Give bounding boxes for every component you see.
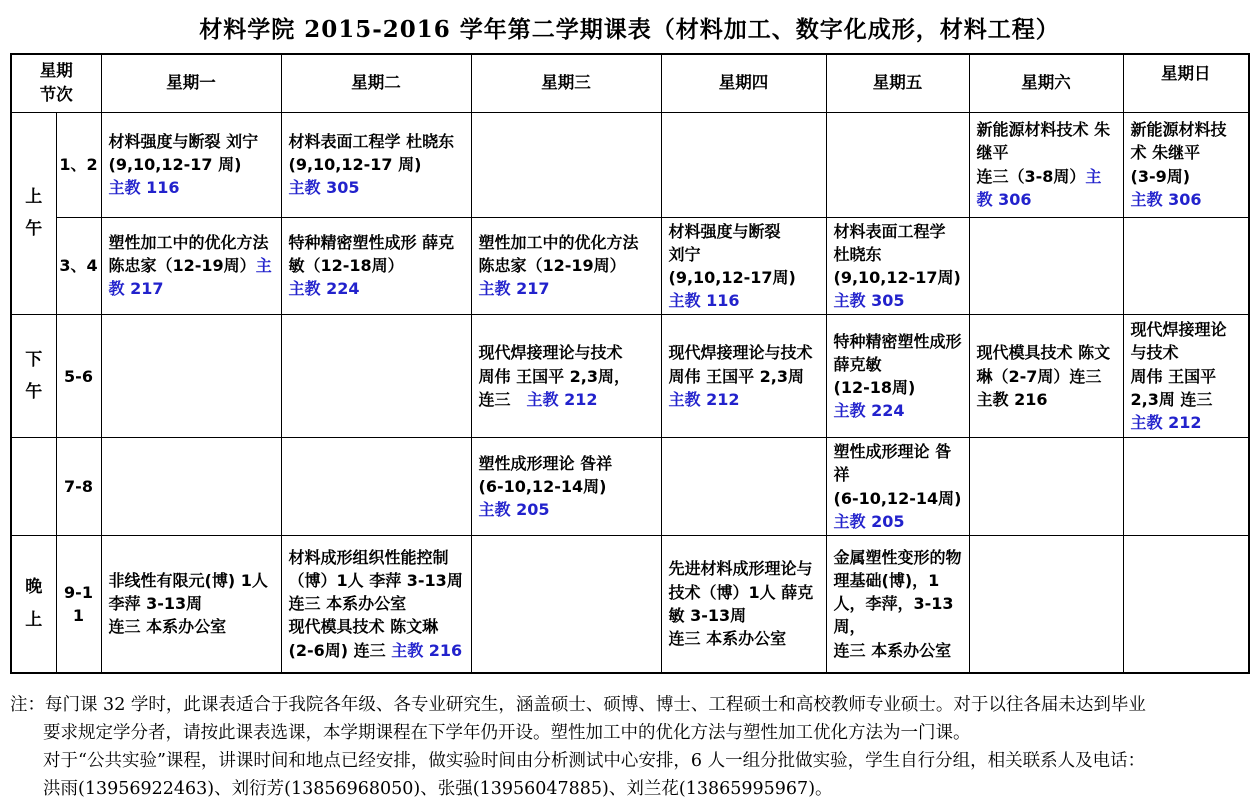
course-entry: [834, 399, 962, 422]
course-entry: [289, 615, 464, 638]
course-entry: [1131, 388, 1242, 411]
course-text: 2,3周 连三: [1130, 389, 1213, 409]
course-text: 周伟 王国平: [1130, 366, 1217, 386]
course-text: 金属塑性变形的物理基础(博)，1人，李萍，3-13周，: [833, 547, 962, 637]
table-row: [11, 112, 1249, 217]
cell-thursday-row2: [661, 217, 826, 315]
note-line-1: 注：每门课 32 学时，此课表适合于我院各年级、各专业研究生，涵盖硕士、硕博、博士、工程硕士和高校教师专业硕士。对于以往各届未达到毕业: [10, 694, 1146, 715]
cell-wednesday-row3: [471, 315, 661, 438]
cell-sunday-row5: [1123, 536, 1249, 673]
course-entry: [669, 289, 819, 312]
table-row: [11, 315, 1249, 438]
course-entry: [834, 440, 962, 486]
note-line-2: 要求规定学分者，请按此课表选课，本学期课程在下学年仍开设。塑性加工中的优化方法与塑性加工优化方法为一门课。: [43, 722, 971, 743]
cell-friday-row2: [826, 217, 969, 315]
cell-monday-row3: [101, 315, 281, 438]
course-text: 连三（3-8周）: [976, 166, 1086, 186]
course-text: 现代模具技术 陈文琳: [288, 617, 439, 637]
period-cell-1: 1、2: [56, 112, 101, 217]
cell-wednesday-row5: [471, 536, 661, 673]
course-text: (9,10,12-17周): [833, 267, 961, 287]
course-entry: [479, 277, 654, 300]
course-text: (6-10,12-14周): [833, 488, 962, 508]
course-entry: [479, 388, 654, 411]
course-text: 连三: [478, 389, 527, 409]
course-text: 材料表面工程学: [833, 221, 946, 241]
course-entry: [1131, 188, 1242, 211]
day-header-tuesday: 星期二: [281, 54, 471, 112]
day-header-monday: 星期一: [101, 54, 281, 112]
course-entry: [669, 388, 819, 411]
cell-monday-row2: [101, 217, 281, 315]
course-entry: [669, 557, 819, 627]
room-text: 主教 205: [833, 511, 905, 531]
course-text: (9,10,12-17周): [668, 267, 796, 287]
course-text: (12-18周): [833, 378, 916, 398]
course-entry: [669, 365, 819, 388]
course-entry: [289, 592, 464, 615]
course-entry: [109, 231, 274, 301]
course-entry: [834, 289, 962, 312]
session-label-evening: 晚 上: [11, 536, 56, 673]
course-text: 现代焊接理论与技术: [1130, 320, 1227, 363]
course-entry: [1131, 118, 1242, 164]
course-text: 先进材料成形理论与技术（博）1人 薛克敏 3-13周: [668, 559, 814, 625]
day-header-sunday: 星期日: [1123, 54, 1249, 112]
cell-sunday-row4: [1123, 438, 1249, 536]
course-text: 现代焊接理论与技术: [478, 343, 623, 363]
cell-saturday-row2: [969, 217, 1123, 315]
course-entry: [977, 165, 1116, 211]
course-text: 现代模具技术 陈文琳（2-7周）连三 主教 216: [976, 343, 1111, 409]
course-entry: [1131, 365, 1242, 388]
course-entry: [834, 510, 962, 533]
session-label-morning: 上 午: [11, 112, 56, 315]
cell-saturday-row3: [969, 315, 1123, 438]
room-text: 主教 216: [391, 640, 463, 660]
course-entry: [289, 639, 464, 662]
cell-friday-row4: [826, 438, 969, 536]
course-entry: [669, 243, 819, 266]
course-text: (3-9周): [1130, 166, 1191, 186]
cell-wednesday-row1: [471, 112, 661, 217]
course-entry: [479, 452, 654, 475]
course-entry: [834, 266, 962, 289]
course-entry: [289, 231, 464, 277]
course-text: 非线性有限元(博) 1人 李萍 3-13周: [108, 570, 268, 614]
cell-monday-row1: [101, 112, 281, 217]
day-header-friday: 星期五: [826, 54, 969, 112]
room-text: 主教 305: [833, 291, 905, 311]
course-entry: [479, 254, 654, 277]
page-title: 材料学院 2015-2016 学年第二学期课表（材料加工、数字化成形，材料工程）: [199, 16, 1060, 43]
day-header-wednesday: 星期三: [471, 54, 661, 112]
course-entry: [669, 220, 819, 243]
table-row: [11, 217, 1249, 315]
course-entry: [109, 569, 274, 615]
course-text: 杜晓东: [833, 244, 882, 264]
cell-friday-row1: [826, 112, 969, 217]
course-text: 塑性成形理论 昝祥: [478, 453, 613, 473]
cell-sunday-row3: [1123, 315, 1249, 438]
cell-saturday-row1: [969, 112, 1123, 217]
day-header-thursday: 星期四: [661, 54, 826, 112]
room-text: 主教 212: [668, 389, 740, 409]
course-entry: [109, 130, 274, 176]
course-entry: [289, 176, 464, 199]
course-entry: [289, 130, 464, 153]
cell-wednesday-row4: [471, 438, 661, 536]
cell-tuesday-row4: [281, 438, 471, 536]
period-cell-2: 3、4: [56, 217, 101, 315]
room-text: 主教 212: [1130, 413, 1202, 433]
notes: [10, 691, 1245, 803]
cell-tuesday-row2: [281, 217, 471, 315]
cell-saturday-row5: [969, 536, 1123, 673]
course-entry: [479, 475, 654, 498]
room-text: 主教 305: [288, 178, 360, 198]
course-text: 周伟 王国平 2,3周，: [478, 366, 630, 386]
note-line-3: 对于“公共实验”课程，讲课时间和地点已经安排，做实验时间由分析测试中心安排，6 人一组分批做实验，学生自行分组，相关联系人及电话：: [43, 750, 1146, 771]
course-entry: [669, 266, 819, 289]
course-text: 现代焊接理论与技术: [668, 343, 813, 363]
room-text: 主教 217: [108, 256, 272, 299]
course-entry: [109, 176, 274, 199]
course-entry: [479, 365, 654, 388]
cell-thursday-row1: [661, 112, 826, 217]
session-label-afternoon-late: [11, 438, 56, 536]
cell-sunday-row2: [1123, 217, 1249, 315]
course-entry: [479, 341, 654, 364]
course-text: 连三 本系办公室: [833, 640, 952, 660]
room-text: 主教 116: [108, 178, 180, 198]
cell-wednesday-row2: [471, 217, 661, 315]
cell-friday-row3: [826, 315, 969, 438]
course-text: 塑性加工中的优化方法 陈忠家（12-19周）: [108, 233, 269, 276]
timetable: [10, 53, 1250, 674]
course-entry: [834, 487, 962, 510]
room-text: 主教 306: [1130, 189, 1202, 209]
cell-thursday-row5: [661, 536, 826, 673]
course-text: 塑性加工中的优化方法: [478, 233, 639, 253]
course-text: 连三 本系办公室: [288, 594, 407, 614]
course-text: 周伟 王国平 2,3周: [668, 366, 804, 386]
course-entry: [834, 546, 962, 639]
course-entry: [479, 231, 654, 254]
room-text: 主教 306: [976, 166, 1102, 209]
cell-tuesday-row3: [281, 315, 471, 438]
course-text: 材料表面工程学 杜晓东: [288, 131, 455, 151]
course-text: 陈忠家（12-19周）: [478, 256, 626, 276]
cell-thursday-row4: [661, 438, 826, 536]
course-entry: [289, 546, 464, 592]
corner-header: 星期 节次: [11, 54, 101, 112]
course-entry: [669, 627, 819, 650]
header-row: [11, 54, 1249, 112]
course-entry: [834, 220, 962, 243]
course-entry: [1131, 165, 1242, 188]
room-text: 主教 212: [526, 389, 598, 409]
day-header-saturday: 星期六: [969, 54, 1123, 112]
course-text: 材料强度与断裂: [668, 221, 781, 241]
cell-tuesday-row1: [281, 112, 471, 217]
period-cell-4: 7-8: [56, 438, 101, 536]
room-text: 主教 217: [478, 279, 550, 299]
room-text: 主教 205: [478, 500, 550, 520]
course-text: (6-10,12-14周): [478, 477, 607, 497]
course-text: 材料成形组织性能控制（博）1人 李萍 3-13周: [288, 547, 463, 590]
course-entry: [834, 639, 962, 662]
cell-monday-row4: [101, 438, 281, 536]
cell-saturday-row4: [969, 438, 1123, 536]
course-text: 特种精密塑性成形 薛克敏（12-18周）: [288, 233, 455, 276]
course-text: (9,10,12-17 周): [288, 154, 422, 174]
note-line-4: 洪雨(13956922463)、刘衍芳(13856968050)、张强(13956047885)、刘兰花(13865995967)。: [43, 778, 833, 799]
cell-monday-row5: [101, 536, 281, 673]
course-text: 新能源材料技术 朱继平: [976, 120, 1111, 163]
course-entry: [977, 118, 1116, 164]
course-text: 塑性成形理论 昝祥: [833, 442, 952, 485]
session-label-afternoon: 下 午: [11, 315, 56, 438]
course-entry: [669, 341, 819, 364]
cell-thursday-row3: [661, 315, 826, 438]
course-text: 新能源材料技术 朱继平: [1130, 120, 1227, 163]
course-text: 材料强度与断裂 刘宁(9,10,12-17 周): [108, 131, 259, 174]
course-entry: [289, 153, 464, 176]
course-entry: [834, 243, 962, 266]
course-entry: [834, 376, 962, 399]
table-row: [11, 536, 1249, 673]
course-text: 连三 本系办公室: [668, 628, 787, 648]
period-cell-3: 5-6: [56, 315, 101, 438]
course-entry: [479, 498, 654, 521]
cell-friday-row5: [826, 536, 969, 673]
course-entry: [1131, 411, 1242, 434]
course-text: 特种精密塑性成形 薛克敏: [833, 331, 962, 375]
cell-tuesday-row5: [281, 536, 471, 673]
course-entry: [289, 277, 464, 300]
room-text: 主教 224: [833, 401, 905, 421]
cell-sunday-row1: [1123, 112, 1249, 217]
room-text: 主教 116: [668, 291, 740, 311]
course-entry: [977, 341, 1116, 411]
room-text: 主教 224: [288, 279, 360, 299]
course-text: 连三 本系办公室: [108, 617, 227, 637]
course-text: 刘宁: [668, 244, 701, 264]
course-entry: [109, 615, 274, 638]
table-row: [11, 438, 1249, 536]
course-entry: [1131, 318, 1242, 364]
course-text: (2-6周) 连三: [288, 640, 392, 660]
period-cell-5: 9-11: [56, 536, 101, 673]
course-entry: [834, 330, 962, 376]
